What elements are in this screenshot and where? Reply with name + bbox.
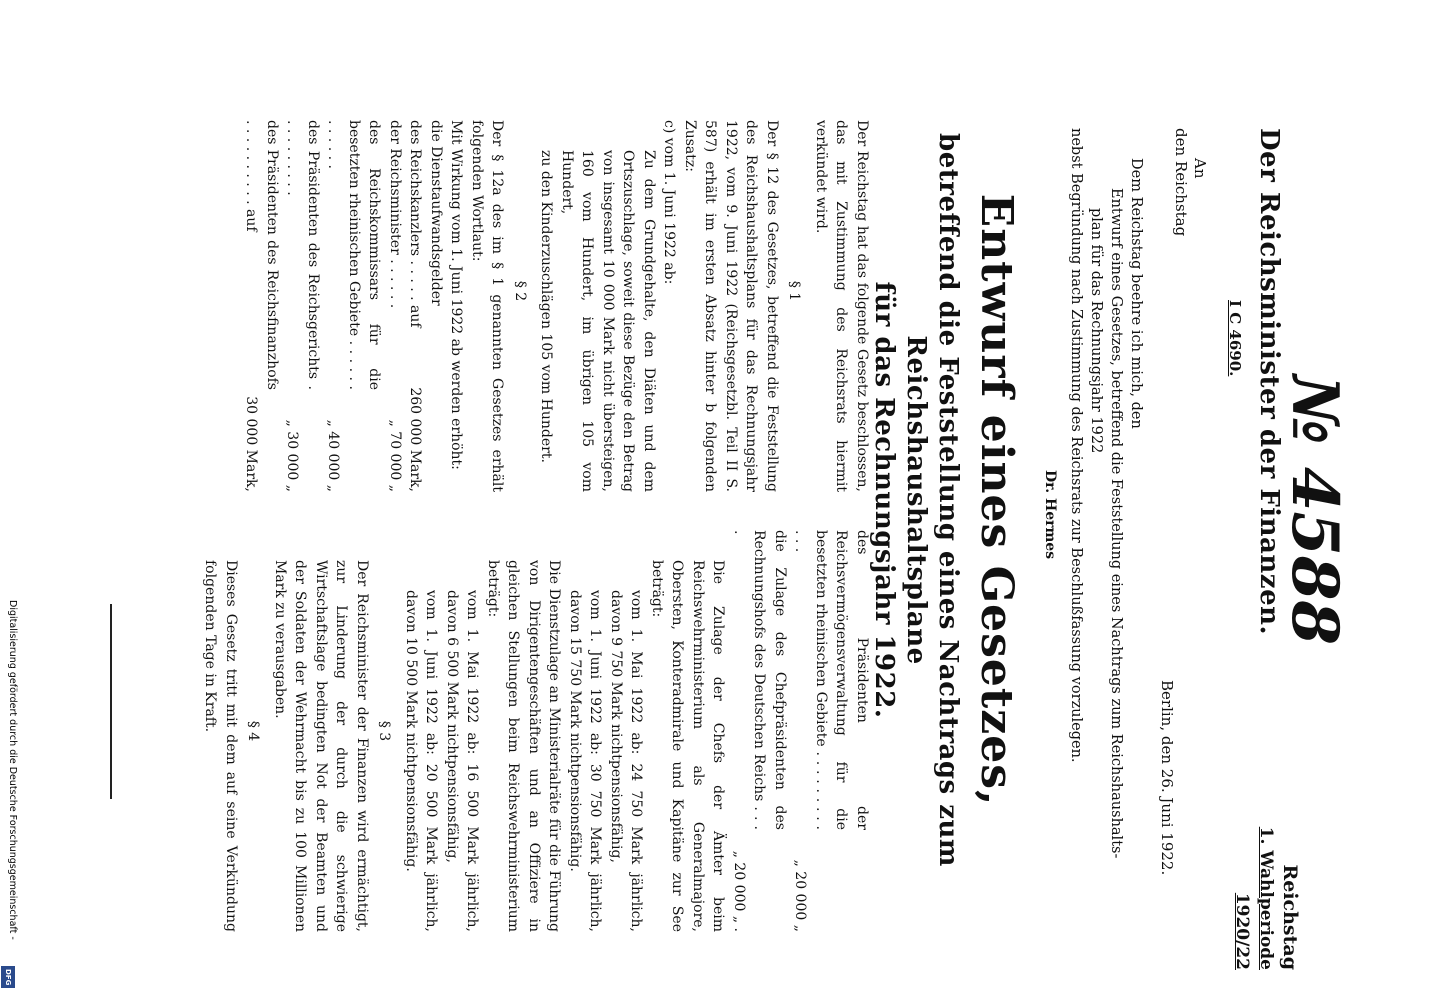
item-value: 260 000 Mark, [407,387,424,492]
chefs-zulage-a: vom 1. Mai 1922 ab: 24 750 Mark jährlich, davon 9 750 Mark nichtpensionsfähig, [608,590,645,932]
credit-text: Digitalisierung gefördert durch die Deutsche Forschungsgemeinschaft - [7,600,18,940]
list-item [241,90,282,492]
intro-text: Der Reichstag hat das folgende Gesetz beschlossen, das mit Zustimmung des Reichsrats hiermit verkündet wird. [813,120,870,492]
list-item [282,90,323,492]
section-2-text: Der § 12a des im § 1 genannten Gesetzes erhält folgenden Wortlaut: [469,120,506,492]
dienstzulage-a: vom 1. Mai 1922 ab: 16 500 Mark jährlich, davon 6 500 Mark nichtpensionsfähig, [444,590,481,932]
date-line: Berlin, den 26. Juni 1922. [1158,680,1176,876]
cover-letter [1066,128,1168,948]
section-1-c-tail: zu den Kinderzuschlägen 105 vom Hundert. [538,150,555,463]
title-sub [868,0,964,1000]
reference-number: I C 4690. [1226,300,1244,377]
item-label: des Reichskommissars für die besetzten rheinischen Gebiete . . . . . . . . . . . . [325,120,383,390]
allowance-list [241,90,426,492]
item-value: „ 20 000 „ [792,859,809,932]
section-4-heading: § 4 [245,720,262,742]
section-2-text2: Mit Wirkung vom 1. Juni 1922 ab werden erhöht: [448,120,465,470]
item-value: „ 20 000 „ . [731,850,747,932]
title-main: Entwurf eines Gesetzes, [971,193,1022,807]
section-1-heading: § 1 [786,280,803,302]
wahlperiode-label: 1. Wahlperiode 1920/22 [1232,826,1276,970]
cover-letter-line2: Entwurf eines Gesetzes, betreffend die Feststellung eines Nachtrags zum Reichshaushalts- [1108,188,1124,859]
dienstzulage-text: Die Dienstzulage an Ministerialräte für die Führung von Dirigentengeschäften und an Offiziere in gleichen Stellungen beim Reichswehrministerium beträgt: [485,560,563,932]
addressee-name: den Reichstag [1172,128,1190,237]
item-value: „ 40 000 „ [325,419,342,492]
item-value: 30 000 Mark, [243,396,260,492]
list-item [323,90,385,492]
signature: Dr. Hermes [1042,470,1058,560]
item-label: des Reichskanzlers . . . . . auf [407,120,424,328]
chefs-zulage-text: Die Zulage der Chefs der Ämter beim Reichswehrministerium als Generalmajore, Obersten, Konteradmirale und Kapitäne zur See beträgt: [649,560,727,932]
section-2-heading: § 2 [512,280,528,302]
addressee-an: An [1191,158,1209,179]
dfg-logo: DFG [1,966,15,988]
list-item [729,530,791,932]
item-value: „ 70 000 „ [387,419,403,492]
item-value: „ 30 000 „ [284,419,301,492]
title-sub1: betreffend die Feststellung eines Nachtrags zum Reichshaushaltsplane [901,133,963,867]
document-number: № 4588 [1277,375,1352,645]
cover-letter-line3: plan für das Rechnungsjahr 1922 [1088,208,1104,454]
dienstzulage-b: vom 1. Juni 1922 ab: 20 500 Mark jährlich, davon 10 500 Mark nichtpensionsfähig. [403,590,440,932]
list-item [790,530,872,932]
item-label: des Präsidenten der Reichsvermögensverwaltung für die besetzten rheinischen Gebiete . . . . . . . . . . . . [792,530,870,830]
digitization-credit [0,602,16,992]
right-column [200,530,872,932]
list-item [405,90,426,492]
addressee [1171,128,1209,236]
section-1-c: c) vom 1. Juni 1922 ab: [661,120,678,285]
cover-letter-line1: Dem Reichstag beehre ich mich, den [1128,158,1144,429]
item-label: des Präsidenten des Reichsfinanzhofs . . . . . . . . . . auf [243,120,280,390]
item-label: die Zulage des Chefpräsidenten des Rechnungshofs des Deutschen Reichs . . . . [731,530,788,830]
section-3-heading: § 3 [376,720,393,742]
reichstag-label: Reichstag [1279,864,1301,970]
closing-rule [110,604,112,799]
reichstag-header [1230,760,1302,970]
section-4-text: Dieses Gesetz tritt mit dem auf seine Verkündung folgenden Tage in Kraft. [202,560,239,932]
title-sub2: für das Rechnungsjahr 1922. [869,281,899,719]
section-1-text: Der § 12 des Gesetzes, betreffend die Feststellung des Reichshaushaltsplans für das Rechnungsjahr 1922, vom 9. Juni 1922 (Reichsgesetzbl. Teil II S. 587) erhält im ersten Absatz hinter b folgenden Zusatz: [682,120,780,492]
chefs-zulage-b: vom 1. Juni 1922 ab: 30 750 Mark jährlich, davon 15 750 Mark nichtpensionsfähig. [567,590,604,932]
section-2-list-head: die Dienstaufwandsgelder [428,120,444,306]
item-label: des Präsidenten des Reichsgerichts . . . . . . . . . . [284,120,321,390]
item-label: der Reichsminister . . . . . . [387,120,403,309]
minister-heading: Der Reichsminister der Finanzen. [1254,128,1284,636]
section-1-c-text: Zu dem Grundgehalte, den Diäten und dem Ortszuschlage, soweit diese Bezüge den Betrag von insgesamt 10 000 Mark nicht übersteigen, 160 vom Hundert, im übrigen 105 vom Hundert, [559,150,657,492]
left-column [241,90,872,492]
cover-letter-line4: nebst Begründung nach Zustimmung des Reichsrats zur Beschlußfassung vorzulegen. [1068,128,1084,763]
list-item [385,90,406,492]
section-3-text: Der Reichsminister der Finanzen wird ermächtigt, zur Linderung der durch die schwierige Wirtschaftslage bedingten Not der Beamten und der Soldaten der Wehrmacht bis zu 100 Millionen Mark zu verausgaben. [272,560,370,932]
